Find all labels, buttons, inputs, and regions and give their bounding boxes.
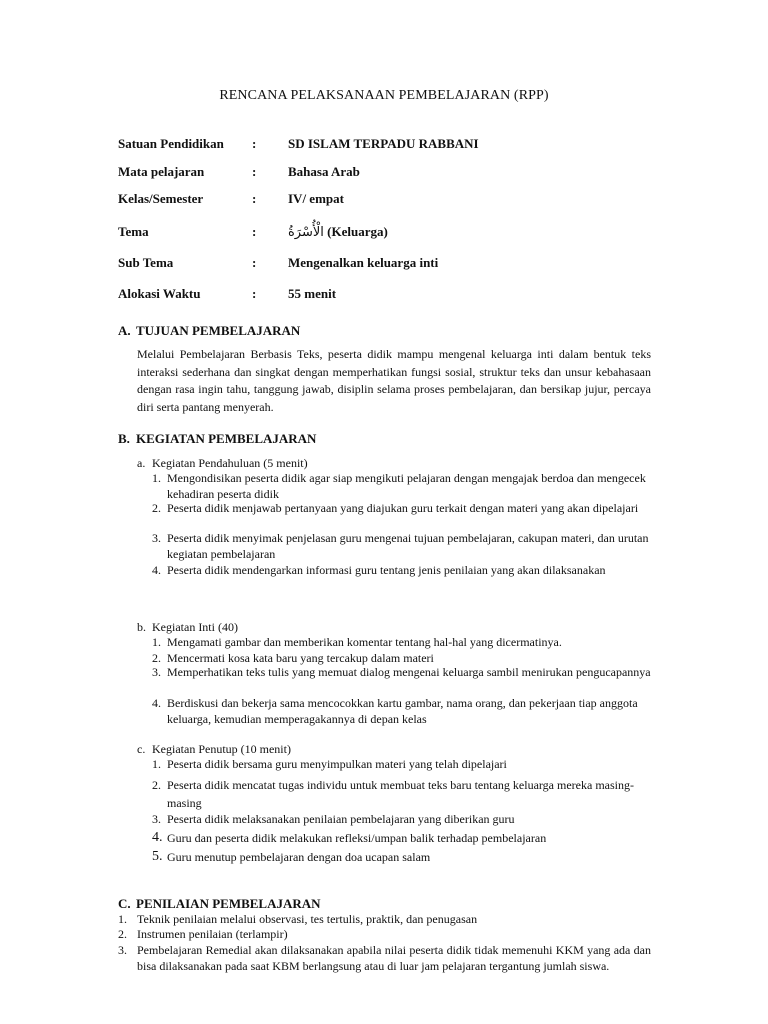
list-number: 4. <box>152 696 161 710</box>
subsection-letter: c. <box>137 742 146 756</box>
list-number: 3. <box>152 531 161 545</box>
section-title: TUJUAN PEMBELAJARAN <box>136 323 301 338</box>
identity-colon: : <box>252 164 257 179</box>
identity-value: 55 menit <box>288 286 337 301</box>
subsection-title: Kegiatan Penutup (10 menit) <box>152 742 291 756</box>
identity-label: Satuan Pendidikan <box>118 136 224 151</box>
list-item <box>152 776 652 812</box>
identity-label: Alokasi Waktu <box>118 286 201 301</box>
section-letter: C. <box>118 896 131 911</box>
identity-colon: : <box>252 255 257 270</box>
list-item <box>152 501 652 517</box>
list-number: 3. <box>152 665 161 679</box>
identity-colon: : <box>252 136 257 151</box>
list-text: Peserta didik bersama guru menyimpulkan materi yang telah dipelajari <box>167 757 507 771</box>
list-item <box>152 850 652 866</box>
identity-value-tema <box>288 224 388 240</box>
list-item <box>152 471 652 502</box>
list-number: 2. <box>118 927 127 941</box>
subsection-inti-heading <box>137 620 238 635</box>
subsection-letter: b. <box>137 620 146 634</box>
identity-colon: : <box>252 191 257 206</box>
subsection-pendahuluan-heading <box>137 456 308 471</box>
list-text: Peserta didik mendengarkan informasi guru tentang jenis penilaian yang akan dilaksanakan <box>167 563 606 577</box>
identity-value: SD ISLAM TERPADU RABBANI <box>288 136 479 151</box>
tema-arabic-text: الْأُسْرَةُ <box>288 225 324 240</box>
list-number: 2. <box>152 778 161 792</box>
list-number: 2. <box>152 501 161 515</box>
subsection-title: Kegiatan Pendahuluan (5 menit) <box>152 456 308 470</box>
list-item <box>152 831 652 847</box>
identity-label: Mata pelajaran <box>118 164 205 179</box>
identity-label: Kelas/Semester <box>118 191 204 206</box>
subsection-letter: a. <box>137 456 146 470</box>
list-text: Mengondisikan peserta didik agar siap mengikuti pelajaran dengan mengajak berdoa dan mengecek kehadiran peserta didik <box>167 471 646 501</box>
list-text: Guru dan peserta didik melakukan refleksi/umpan balik terhadap pembelajaran <box>167 831 547 845</box>
list-number: 3. <box>118 943 127 957</box>
subsection-penutup-heading <box>137 742 291 757</box>
list-text: Instrumen penilaian (terlampir) <box>137 927 288 941</box>
list-item <box>152 665 652 681</box>
identity-value: Bahasa Arab <box>288 164 360 179</box>
list-number: 1. <box>152 757 161 771</box>
list-number: 4. <box>152 830 163 845</box>
list-item <box>152 635 652 651</box>
list-number: 5. <box>152 849 163 864</box>
list-item <box>152 757 652 773</box>
section-letter: B. <box>118 431 130 446</box>
list-number: 3. <box>152 812 161 826</box>
list-number: 1. <box>118 912 127 926</box>
list-item <box>152 531 652 562</box>
list-text: Guru menutup pembelajaran dengan doa ucapan salam <box>167 850 431 864</box>
list-number: 4. <box>152 563 161 577</box>
list-text: Memperhatikan teks tulis yang memuat dialog mengenai keluarga sambil menirukan pengucapannya <box>167 665 651 679</box>
identity-label: Sub Tema <box>118 255 174 270</box>
list-item <box>118 927 651 943</box>
section-title: PENILAIAN PEMBELAJARAN <box>136 896 321 911</box>
section-b-heading <box>118 431 316 447</box>
identity-colon: : <box>252 286 257 301</box>
identity-colon: : <box>252 224 257 239</box>
identity-value: Mengenalkan keluarga inti <box>288 255 439 270</box>
identity-value: IV/ empat <box>288 191 344 206</box>
section-letter: A. <box>118 323 131 338</box>
list-text: Peserta didik mencatat tugas individu untuk membuat teks baru tentang keluarga mereka masing-masing <box>167 778 634 810</box>
list-number: 2. <box>152 651 161 665</box>
section-a-heading <box>118 323 300 339</box>
list-number: 1. <box>152 471 161 485</box>
list-text: Mencermati kosa kata baru yang tercakup dalam materi <box>167 651 434 665</box>
list-text: Peserta didik melaksanakan penilaian pembelajaran yang diberikan guru <box>167 812 515 826</box>
list-item <box>152 563 652 579</box>
list-text: Mengamati gambar dan memberikan komentar tentang hal-hal yang dicermatinya. <box>167 635 562 649</box>
list-text: Teknik penilaian melalui observasi, tes tertulis, praktik, dan penugasan <box>137 912 478 926</box>
list-text: Pembelajaran Remedial akan dilaksanakan apabila nilai peserta didik tidak memenuhi KKM yang ada dan bisa dilaksanakan pada saat KBM berlangsung atau di luar jam pelajaran tergantung jumlah siswa. <box>137 943 651 973</box>
list-item <box>118 943 651 974</box>
identity-label: Tema <box>118 224 149 239</box>
list-item <box>118 912 651 928</box>
subsection-title: Kegiatan Inti (40) <box>152 620 238 634</box>
list-number: 1. <box>152 635 161 649</box>
section-c-heading <box>118 896 321 912</box>
list-item <box>152 812 652 828</box>
list-item <box>152 696 652 727</box>
section-title: KEGIATAN PEMBELAJARAN <box>136 431 317 446</box>
list-text: Peserta didik menjawab pertanyaan yang diajukan guru terkait dengan materi yang akan dipelajari <box>167 501 639 515</box>
list-text: Peserta didik menyimak penjelasan guru mengenai tujuan pembelajaran, cakupan materi, dan urutan kegiatan pembelajaran <box>167 531 649 561</box>
list-text: Berdiskusi dan bekerja sama mencocokkan kartu gambar, nama orang, dan pekerjaan tiap anggota keluarga, kemudian memperagakannya di depan kelas <box>167 696 638 726</box>
document-title: RENCANA PELAKSANAAN PEMBELAJARAN (RPP) <box>219 88 549 103</box>
tema-translation: (Keluarga) <box>327 224 388 239</box>
section-a-paragraph: Melalui Pembelajaran Berbasis Teks, peserta didik mampu mengenal keluarga inti dalam bentuk teks interaksi sederhana dan singkat dengan memperhatikan fungsi sosial, struktur teks dan unsur kebahasaan dengan rasa ingin tahu, tanggung jawab, disiplin selama proses pembelajaran, dan bersikap jujur, percaya diri serta pantang menyerah. <box>137 347 651 414</box>
